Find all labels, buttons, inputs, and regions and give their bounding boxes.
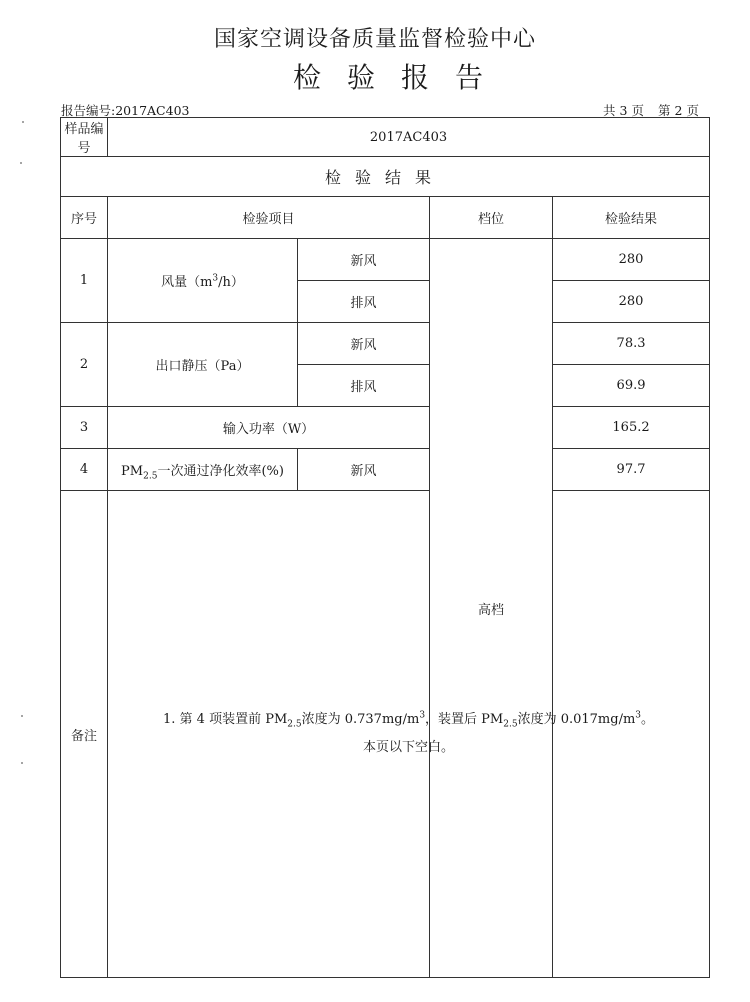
power-name: 输入功率（W） [108,407,430,449]
section-title: 检验结果 [61,157,710,197]
section-row [61,157,710,197]
airflow-fresh-value: 280 [553,239,710,281]
pressure-sub-fresh: 新风 [298,323,430,365]
scan-speck [21,715,23,717]
pm25-sub-fresh: 新风 [298,449,430,491]
pm25-name: $PM_{2.5}$一次通过净化效率(%) [108,449,298,491]
table-row [61,407,710,449]
col-gear-header: 档位 [430,197,553,239]
col-result-header: 检验结果 [553,197,710,239]
col-seq-header: 序号 [61,197,108,239]
pressure-sub-exhaust: 排风 [298,365,430,407]
sample-row [61,118,710,157]
airflow-name: 风量$(m^3/h)$ [108,239,298,323]
power-seq: 3 [61,407,108,449]
gear-value: 高档 [430,239,553,978]
pressure-seq: 2 [61,323,108,407]
airflow-exhaust-value: 280 [553,281,710,323]
header-row [61,197,710,239]
pm25-seq: 4 [61,449,108,491]
remarks-line-2: 本页以下空白。 [363,740,455,755]
report-number-label: 报告编号: [61,103,116,118]
scan-speck [22,121,24,123]
scan-speck [20,162,22,164]
pressure-exhaust-value: 69.9 [553,365,710,407]
report-number-value: 2017AC403 [115,103,190,118]
col-item-header: 检验项目 [108,197,430,239]
total-pages-prefix: 共 [603,103,616,118]
airflow-sub-fresh: 新风 [298,239,430,281]
airflow-seq: 1 [61,239,108,323]
scan-speck [21,762,23,764]
table-row [61,323,710,365]
pm25-value: 97.7 [553,449,710,491]
page-prefix: 第 [658,103,671,118]
table-row [61,239,710,281]
pressure-fresh-value: 78.3 [553,323,710,365]
airflow-sub-exhaust: 排风 [298,281,430,323]
remarks-line-1: 1. 第 4 项装置前 $PM_{2.5}$浓度为 $0.737mg/m^3$，装置后 $PM_{2.5}$浓度为 $0.017mg/m^3$。 [163,710,655,730]
power-value: 165.2 [553,407,710,449]
page-suffix: 页 [686,103,699,118]
total-pages-suffix: 页 [631,103,645,118]
pressure-name: 出口静压（Pa） [108,323,298,407]
report-table [60,117,710,978]
org-name: 国家空调设备质量监督检验中心 [213,27,536,52]
remarks-row [61,491,710,978]
remarks-body [108,491,710,978]
document-title: 检验报告 [292,61,509,94]
sample-value: 2017AC403 [108,118,710,157]
remarks-label: 备注 [61,491,108,978]
table-row [61,449,710,491]
total-pages: 3 [619,103,628,118]
page-number: 2 [674,103,683,118]
sample-label: 样品编号 [61,118,108,157]
